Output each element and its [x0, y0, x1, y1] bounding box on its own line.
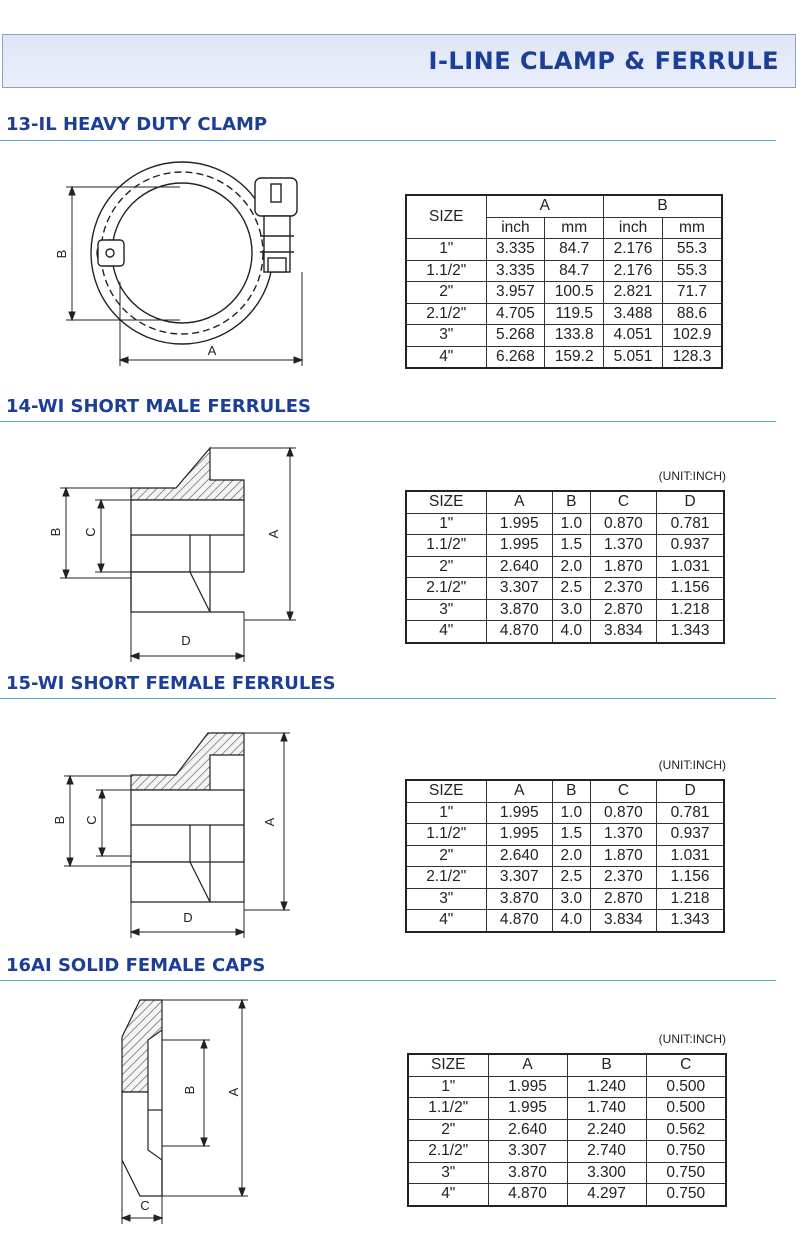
table-row [406, 845, 724, 867]
table-cell: 1.031 [657, 556, 724, 578]
table-row [406, 621, 724, 643]
table-cell: 55.3 [662, 260, 722, 282]
table-row [406, 802, 724, 824]
table-cell: 71.7 [662, 282, 722, 304]
table-cell: 1.5 [552, 535, 590, 557]
table-cell: 2" [406, 556, 486, 578]
table-cell: 2.1/2" [406, 303, 486, 325]
table-cell: 3.0 [552, 888, 590, 910]
table-cell: 4" [406, 346, 486, 368]
spec-table-14wi [405, 490, 725, 644]
table-header: SIZE [406, 780, 486, 802]
table-cell: 0.500 [646, 1076, 726, 1098]
table-cell: 2.740 [567, 1141, 646, 1163]
table-cell: 0.781 [657, 802, 724, 824]
table-row [408, 1141, 726, 1163]
table-cell: 0.750 [646, 1162, 726, 1184]
table-cell: 1.870 [590, 845, 656, 867]
table-cell: 2.640 [488, 1119, 567, 1141]
table-cell: 1.370 [590, 535, 656, 557]
table-cell: 4" [406, 621, 486, 643]
table-row [406, 513, 724, 535]
table-cell: 2" [406, 845, 486, 867]
table-subheader: mm [662, 217, 722, 239]
section-title-14wi: 14-WI SHORT MALE FERRULES [6, 396, 311, 417]
table-cell: 3" [406, 599, 486, 621]
table-header: D [657, 491, 724, 513]
table-cell: 159.2 [545, 346, 604, 368]
table-cell: 1.995 [486, 535, 552, 557]
table-cell: 6.268 [486, 346, 545, 368]
table-cell: 0.750 [646, 1184, 726, 1206]
table-cell: 128.3 [662, 346, 722, 368]
table-cell: 3.335 [486, 239, 545, 261]
table-cell: 119.5 [545, 303, 604, 325]
table-subheader: inch [486, 217, 545, 239]
page-title: I-LINE CLAMP & FERRULE [428, 47, 779, 75]
table-cell: 4.870 [486, 910, 552, 932]
table-cell: 1.370 [590, 824, 656, 846]
spec-table-16ai [407, 1053, 727, 1207]
table-cell: 3.300 [567, 1162, 646, 1184]
dimension-label-a: A [266, 529, 281, 539]
table-cell: 0.937 [657, 535, 724, 557]
table-cell: 55.3 [662, 239, 722, 261]
table-cell: 2.370 [590, 578, 656, 600]
table-row [406, 325, 722, 347]
table-cell: 2.0 [552, 845, 590, 867]
table-cell: 3.307 [486, 578, 552, 600]
table-header: B [552, 491, 590, 513]
table-row [406, 239, 722, 261]
table-header: B [567, 1054, 646, 1076]
table-header: SIZE [408, 1054, 488, 1076]
table-cell: 3.335 [486, 260, 545, 282]
table-cell: 1.031 [657, 845, 724, 867]
table-cell: 2.821 [604, 282, 663, 304]
table-cell: 1.995 [486, 802, 552, 824]
table-cell: 3.870 [486, 888, 552, 910]
table-subheader: mm [545, 217, 604, 239]
table-cell: 1.1/2" [406, 535, 486, 557]
table-cell: 3" [406, 888, 486, 910]
table-cell: 1.995 [486, 824, 552, 846]
table-cell: 2.176 [604, 239, 663, 261]
table-cell: 4.705 [486, 303, 545, 325]
table-cell: 102.9 [662, 325, 722, 347]
table-header: SIZE [406, 491, 486, 513]
table-cell: 4.0 [552, 910, 590, 932]
table-cell: 1.240 [567, 1076, 646, 1098]
table-row [406, 599, 724, 621]
table-header: A [488, 1054, 567, 1076]
table-cell: 84.7 [545, 260, 604, 282]
table-cell: 2.5 [552, 578, 590, 600]
table-cell: 2.370 [590, 867, 656, 889]
dimension-label-a: A [262, 817, 277, 827]
dimension-label-c: C [83, 527, 98, 537]
table-row [406, 260, 722, 282]
table-row [406, 824, 724, 846]
table-cell: 2.640 [486, 845, 552, 867]
table-cell: 2.1/2" [406, 867, 486, 889]
table-cell: 3.307 [486, 867, 552, 889]
table-cell: 1.1/2" [406, 260, 486, 282]
table-cell: 3.834 [590, 621, 656, 643]
table-row [406, 556, 724, 578]
dimension-label-d: D [181, 633, 191, 648]
table-header: C [646, 1054, 726, 1076]
table-cell: 4.051 [604, 325, 663, 347]
table-cell: 4" [408, 1184, 488, 1206]
section-title-13il: 13-IL HEAVY DUTY CLAMP [6, 114, 268, 135]
table-header: B [552, 780, 590, 802]
table-cell: 1.0 [552, 802, 590, 824]
table-header: C [590, 491, 656, 513]
male-ferrule-drawing [131, 448, 244, 612]
table-cell: 4.870 [488, 1184, 567, 1206]
table-cell: 0.562 [646, 1119, 726, 1141]
table-row [408, 1119, 726, 1141]
table-cell: 2.0 [552, 556, 590, 578]
section-title-16ai: 16AI SOLID FEMALE CAPS [6, 955, 266, 976]
table-cell: 1.343 [657, 910, 724, 932]
dimension-label-d: D [183, 910, 193, 925]
table-cell: 1.995 [488, 1098, 567, 1120]
table-cell: 5.268 [486, 325, 545, 347]
cap-drawing [122, 1000, 162, 1196]
table-cell: 3.870 [486, 599, 552, 621]
table-cell: 84.7 [545, 239, 604, 261]
table-row [406, 910, 724, 932]
table-cell: 1.870 [590, 556, 656, 578]
dimension-label-b: B [52, 815, 67, 825]
table-cell: 3.488 [604, 303, 663, 325]
table-cell: 1" [406, 239, 486, 261]
dimension-label-a: A [226, 1087, 241, 1097]
section-title-15wi: 15-WI SHORT FEMALE FERRULES [6, 673, 336, 694]
table-cell: 1.740 [567, 1098, 646, 1120]
table-cell: 4.0 [552, 621, 590, 643]
table-header: SIZE [406, 195, 486, 239]
table-row [406, 535, 724, 557]
table-cell: 2.5 [552, 867, 590, 889]
table-cell: 2.870 [590, 888, 656, 910]
table-cell: 1.156 [657, 867, 724, 889]
table-row [406, 303, 722, 325]
table-row [406, 867, 724, 889]
clamp-drawing [91, 162, 297, 344]
table-cell: 3.0 [552, 599, 590, 621]
table-cell: 0.870 [590, 513, 656, 535]
table-cell: 2.1/2" [406, 578, 486, 600]
table-cell: 0.870 [590, 802, 656, 824]
table-row [406, 888, 724, 910]
dimension-label-a: A [207, 343, 217, 358]
table-cell: 2.240 [567, 1119, 646, 1141]
table-row [406, 346, 722, 368]
table-cell: 1.995 [488, 1076, 567, 1098]
table-cell: 2" [408, 1119, 488, 1141]
table-cell: 2.870 [590, 599, 656, 621]
table-cell: 100.5 [545, 282, 604, 304]
table-row [406, 282, 722, 304]
dimension-label-c: C [84, 815, 99, 825]
table-cell: 1.0 [552, 513, 590, 535]
table-cell: 1.5 [552, 824, 590, 846]
spec-table-13il [405, 194, 723, 369]
table-cell: 1" [408, 1076, 488, 1098]
table-cell: 1.1/2" [408, 1098, 488, 1120]
table-cell: 0.750 [646, 1141, 726, 1163]
table-cell: 4.870 [486, 621, 552, 643]
table-cell: 1" [406, 802, 486, 824]
dimension-label-c: C [140, 1198, 150, 1213]
table-cell: 1.343 [657, 621, 724, 643]
table-cell: 4" [406, 910, 486, 932]
table-subheader: inch [604, 217, 663, 239]
table-row [408, 1184, 726, 1206]
table-cell: 2.640 [486, 556, 552, 578]
table-cell: 1.1/2" [406, 824, 486, 846]
table-header: D [657, 780, 724, 802]
table-cell: 2" [406, 282, 486, 304]
dimension-label-b: B [48, 527, 63, 537]
unit-label: (UNIT:INCH) [658, 1032, 726, 1046]
unit-label: (UNIT:INCH) [658, 469, 726, 483]
table-header: A [486, 491, 552, 513]
table-cell: 0.937 [657, 824, 724, 846]
table-cell: 3" [408, 1162, 488, 1184]
table-cell: 133.8 [545, 325, 604, 347]
table-cell: 5.051 [604, 346, 663, 368]
table-cell: 3.834 [590, 910, 656, 932]
table-cell: 1" [406, 513, 486, 535]
table-header: C [590, 780, 656, 802]
table-cell: 1.995 [486, 513, 552, 535]
female-ferrule-drawing [131, 733, 244, 902]
table-cell: 1.218 [657, 599, 724, 621]
table-row [408, 1076, 726, 1098]
table-cell: 3.870 [488, 1162, 567, 1184]
dimension-label-b: B [54, 249, 69, 259]
dimension-label-b: B [182, 1085, 197, 1095]
table-cell: 4.297 [567, 1184, 646, 1206]
table-cell: 2.176 [604, 260, 663, 282]
table-cell: 88.6 [662, 303, 722, 325]
table-header: A [486, 780, 552, 802]
table-cell: 0.500 [646, 1098, 726, 1120]
table-cell: 1.156 [657, 578, 724, 600]
table-cell: 3.307 [488, 1141, 567, 1163]
table-header: A [486, 195, 604, 217]
table-cell: 1.218 [657, 888, 724, 910]
spec-table-15wi [405, 779, 725, 933]
table-header: B [604, 195, 722, 217]
unit-label: (UNIT:INCH) [658, 758, 726, 772]
table-row [408, 1162, 726, 1184]
table-cell: 2.1/2" [408, 1141, 488, 1163]
table-row [406, 578, 724, 600]
table-row [408, 1098, 726, 1120]
table-cell: 3" [406, 325, 486, 347]
table-cell: 3.957 [486, 282, 545, 304]
table-cell: 0.781 [657, 513, 724, 535]
